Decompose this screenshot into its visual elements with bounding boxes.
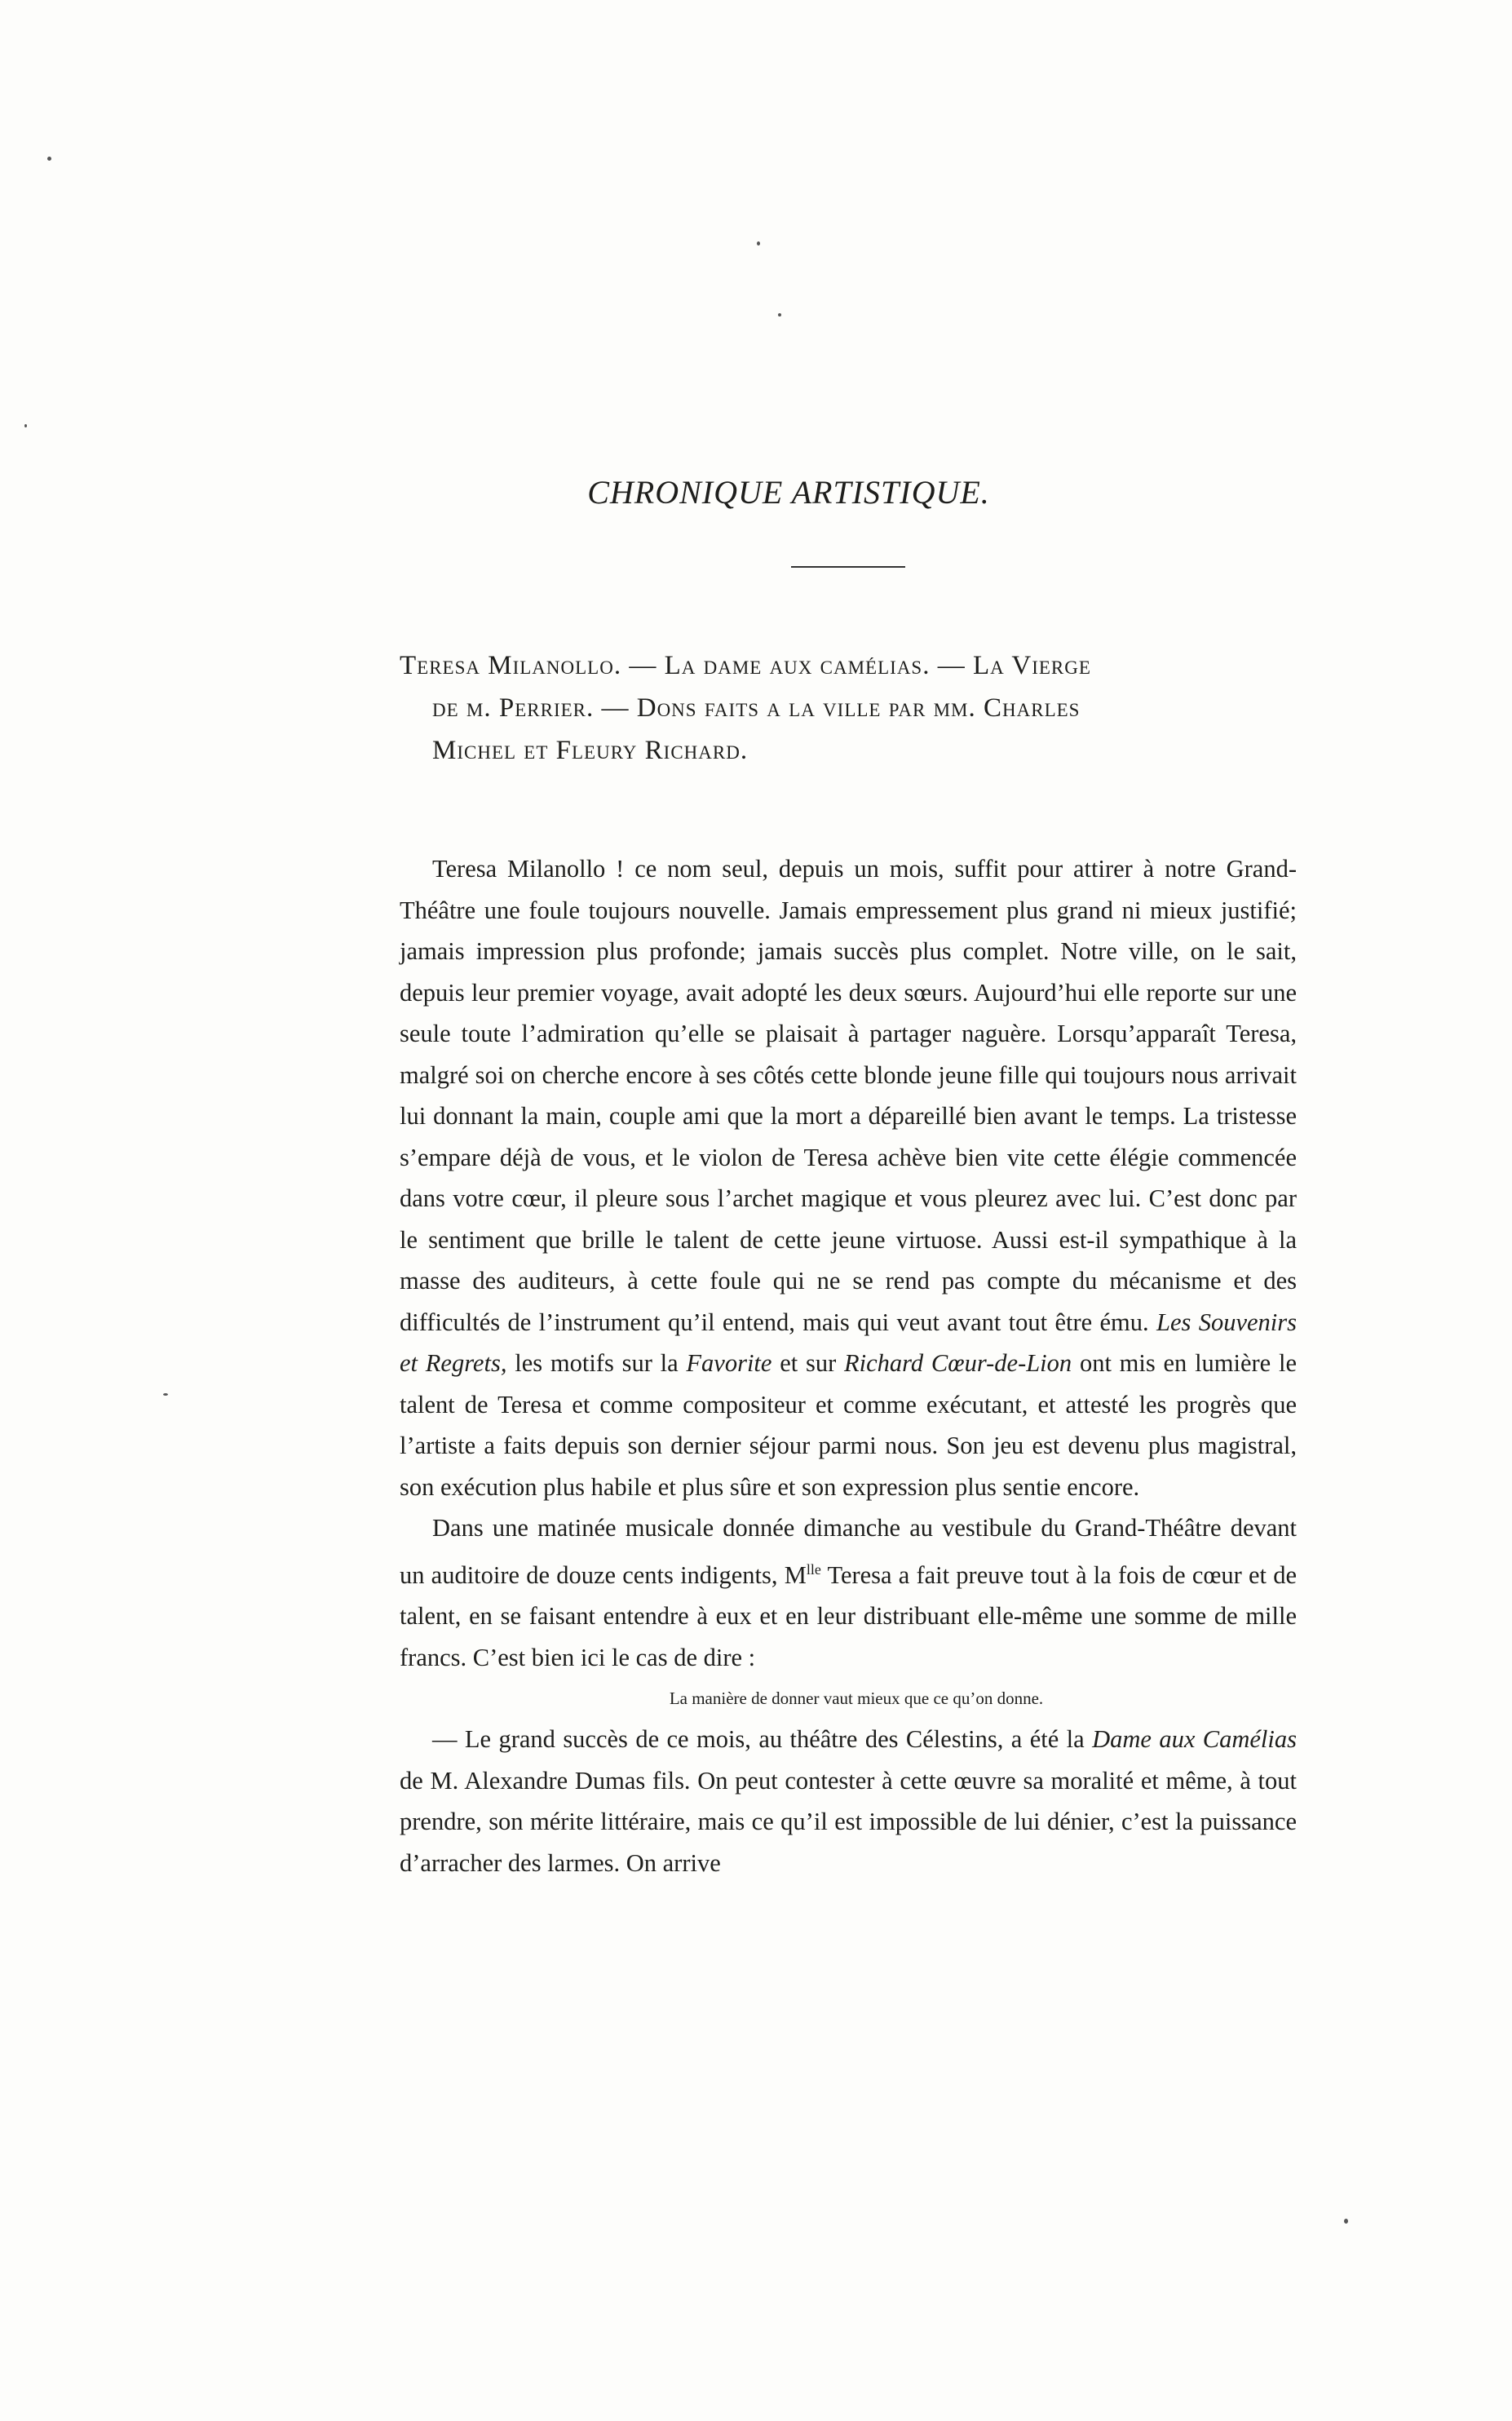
paragraph-text: Teresa Milanollo ! ce nom seul, depuis un mois, suffit pour attirer à notre Grand-Théâtre une foule toujours nouvelle. Jamais empressement plus grand ni mieux justifié; jamais impression plus profonde; jamais succès plus complet. Notre ville, on le sait, depuis leur premier voyage, avait adopté les deux sœurs. Aujourd’hui elle reporte sur une seule toute l’admiration qu’elle se plaisait à partager naguère. Lorsqu’apparaît Teresa, malgré soi on cherche encore à ses côtés cette blonde jeune fille qui toujours nous arrivait lui donnant la main, couple ami que la mort a dépareillé bien avant le temps. La tristesse s’empare déjà de vous, et le violon de Teresa achève bien vite cette élégie commencée dans votre cœur, il pleure sous l’archet magique et vous pleurez avec lui. C’est donc par le sentiment que brille le talent de cette jeune virtuose. Aussi est-il sympathique à la masse des auditeurs, à cette foule qui ne se rend pas compte du mécanisme et des difficultés de l’instrument qu’il entend, mais qui veut avant tout être ému. — [400, 855, 1297, 1336]
paragraph-matinee — [400, 1507, 1297, 1678]
paragraph-text: — Le grand succès de ce mois, au théâtre des Célestins, a été la — [432, 1725, 1093, 1754]
paragraph-text: et sur — [771, 1349, 845, 1377]
italic-title: Dame aux Camélias — [1092, 1725, 1297, 1754]
scan-speck — [24, 424, 27, 427]
italic-title: Favorite — [686, 1349, 772, 1377]
paragraph-milanollo — [400, 848, 1297, 1507]
quotation: La manière de donner vaut mieux que ce qu’on donne. — [669, 1689, 1044, 1709]
paragraph-text: Dans une matinée musicale donnée dimanche au vestibule du Grand-Théâtre devant un auditoire de douze cents indigents, M — [400, 1514, 1297, 1589]
scan-speck — [163, 1393, 168, 1396]
scan-speck — [757, 241, 760, 246]
title-divider — [791, 566, 905, 568]
paragraph-text: les motifs sur la — [506, 1349, 687, 1377]
superscript-abbrev: lle — [806, 1560, 821, 1578]
heading-line: de m. Perrier. — Dons faits a la ville par mm. Charles — [432, 693, 1081, 723]
article-body — [400, 848, 1297, 1883]
italic-title: Richard Cœur-de-Lion — [844, 1349, 1072, 1377]
paragraph-text: Teresa a fait preuve tout à la fois de cœur et de talent, en se faisant entendre à eux et en leur distribuant elle-même une somme de mille francs. C’est bien ici le cas de dire : — [400, 1560, 1297, 1671]
paragraph-dame-aux-camelias — [400, 1719, 1297, 1883]
scan-speck — [1344, 2219, 1348, 2224]
italic-title: Les Souvenirs et Regrets, — [400, 1308, 1297, 1377]
scan-speck — [778, 313, 781, 316]
scan-speck — [47, 157, 51, 161]
paragraph-text: de M. Alexandre Dumas fils. On peut contester à cette œuvre sa moralité et même, à tout prendre, son mérite littéraire, mais ce qu’il est impossible de lui dénier, c’est la puissance d’arracher des larmes. On arrive — [400, 1766, 1297, 1877]
heading-line: Teresa Milanollo. — La dame aux camélias. — La Vierge — [400, 651, 1091, 680]
paragraph-text: ont mis en lumière le talent de Teresa et comme compositeur et comme exécutant, et attesté les progrès que l’artiste a faits depuis son dernier séjour parmi nous. Son jeu est devenu plus magistral, son exécution plus habile et plus sûre et son expression plus sentie encore. — [400, 1349, 1297, 1501]
section-heading — [400, 644, 1297, 772]
page-title: CHRONIQUE ARTISTIQUE. — [587, 474, 990, 511]
heading-line: Michel et Fleury Richard. — [432, 736, 749, 765]
